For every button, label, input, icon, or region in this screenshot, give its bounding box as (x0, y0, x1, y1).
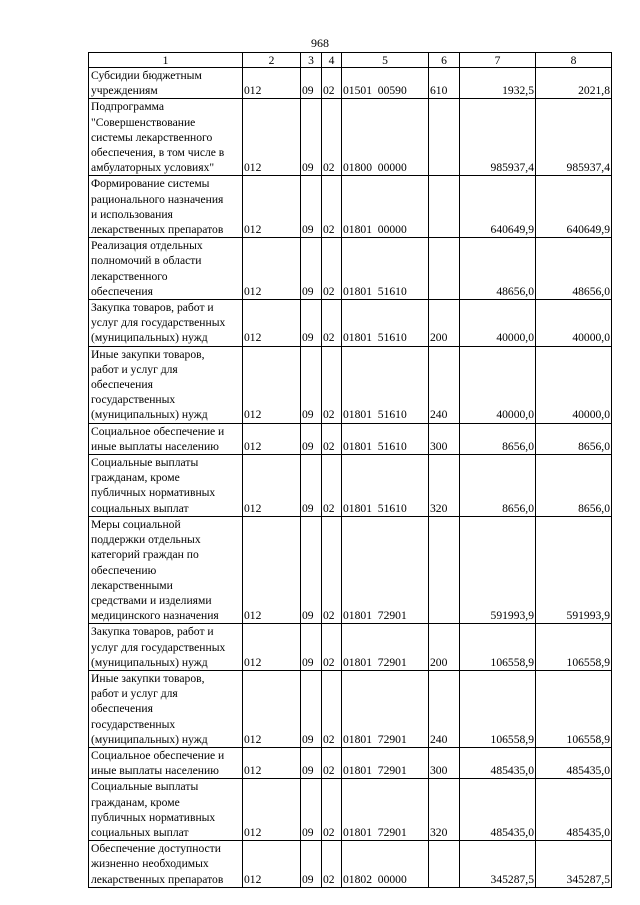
target-article-cell: 01801 51610 (342, 455, 429, 517)
target-article-cell: 01802 00000 (342, 841, 429, 888)
column-header: 3 (301, 53, 322, 68)
subsection-code-cell: 02 (322, 346, 342, 423)
column-header: 4 (322, 53, 342, 68)
amount-cell: 985937,4 (536, 99, 612, 176)
expense-type-cell: 320 (429, 455, 460, 517)
item-name-cell: Социальное обеспечение и иные выплаты населению (89, 423, 243, 454)
item-name-cell: Социальные выплаты гражданам, кроме публичных нормативных социальных выплат (89, 779, 243, 841)
amount-cell: 591993,9 (536, 516, 612, 623)
amount-cell: 1932,5 (460, 68, 536, 99)
section-code-cell: 09 (301, 238, 322, 300)
expense-type-cell (429, 176, 460, 238)
target-article-cell: 01801 51610 (342, 346, 429, 423)
ministry-code-cell: 012 (243, 423, 301, 454)
table-body (89, 53, 612, 888)
ministry-code-cell: 012 (243, 670, 301, 747)
ministry-code-cell: 012 (243, 176, 301, 238)
table-row (89, 68, 612, 99)
page-number: 968 (311, 36, 329, 50)
section-code-cell: 09 (301, 747, 322, 778)
item-name-cell: Закупка товаров, работ и услуг для государственных (муниципальных) нужд (89, 624, 243, 671)
amount-cell: 8656,0 (536, 423, 612, 454)
item-name-cell: Формирование системы рационального назначения и использования лекарственных препаратов (89, 176, 243, 238)
amount-cell: 485435,0 (536, 779, 612, 841)
section-code-cell: 09 (301, 68, 322, 99)
amount-cell: 485435,0 (460, 747, 536, 778)
column-header: 7 (460, 53, 536, 68)
ministry-code-cell: 012 (243, 68, 301, 99)
table-row (89, 455, 612, 517)
section-code-cell: 09 (301, 176, 322, 238)
target-article-cell: 01801 72901 (342, 670, 429, 747)
amount-cell: 40000,0 (536, 346, 612, 423)
section-code-cell: 09 (301, 346, 322, 423)
amount-cell: 8656,0 (460, 455, 536, 517)
section-code-cell: 09 (301, 99, 322, 176)
subsection-code-cell: 02 (322, 516, 342, 623)
target-article-cell: 01801 72901 (342, 779, 429, 841)
table-row (89, 300, 612, 347)
amount-cell: 485435,0 (460, 779, 536, 841)
table-row (89, 238, 612, 300)
item-name-cell: Обеспечение доступности жизненно необходимых лекарственных препаратов (89, 841, 243, 888)
expense-type-cell: 240 (429, 670, 460, 747)
table-row (89, 99, 612, 176)
expense-type-cell: 200 (429, 300, 460, 347)
subsection-code-cell: 02 (322, 455, 342, 517)
item-name-cell: Социальные выплаты гражданам, кроме публичных нормативных социальных выплат (89, 455, 243, 517)
section-code-cell: 09 (301, 423, 322, 454)
amount-cell: 485435,0 (536, 747, 612, 778)
amount-cell: 40000,0 (536, 300, 612, 347)
ministry-code-cell: 012 (243, 779, 301, 841)
section-code-cell: 09 (301, 670, 322, 747)
item-name-cell: Меры социальной поддержки отдельных категорий граждан по обеспечению лекарственными средствами и изделиями медицинского назначения (89, 516, 243, 623)
expense-type-cell: 300 (429, 747, 460, 778)
amount-cell: 40000,0 (460, 346, 536, 423)
ministry-code-cell: 012 (243, 346, 301, 423)
section-code-cell: 09 (301, 455, 322, 517)
target-article-cell: 01800 00000 (342, 99, 429, 176)
table-row (89, 779, 612, 841)
expense-type-cell: 200 (429, 624, 460, 671)
amount-cell: 106558,9 (460, 670, 536, 747)
amount-cell: 985937,4 (460, 99, 536, 176)
expense-type-cell (429, 99, 460, 176)
item-name-cell: Реализация отдельных полномочий в области лекарственного обеспечения (89, 238, 243, 300)
expense-type-cell: 610 (429, 68, 460, 99)
expense-type-cell (429, 238, 460, 300)
column-header: 6 (429, 53, 460, 68)
column-header: 1 (89, 53, 243, 68)
item-name-cell: Подпрограмма "Совершенствование системы лекарственного обеспечения, в том числе в амбулаторных условиях" (89, 99, 243, 176)
table-row (89, 670, 612, 747)
subsection-code-cell: 02 (322, 176, 342, 238)
subsection-code-cell: 02 (322, 423, 342, 454)
amount-cell: 345287,5 (460, 841, 536, 888)
target-article-cell: 01801 72901 (342, 747, 429, 778)
amount-cell: 2021,8 (536, 68, 612, 99)
item-name-cell: Иные закупки товаров, работ и услуг для обеспечения государственных (муниципальных) нужд (89, 346, 243, 423)
budget-table (88, 52, 612, 888)
amount-cell: 640649,9 (536, 176, 612, 238)
ministry-code-cell: 012 (243, 624, 301, 671)
section-code-cell: 09 (301, 624, 322, 671)
ministry-code-cell: 012 (243, 747, 301, 778)
column-number-row (89, 53, 612, 68)
subsection-code-cell: 02 (322, 238, 342, 300)
ministry-code-cell: 012 (243, 516, 301, 623)
amount-cell: 106558,9 (536, 670, 612, 747)
section-code-cell: 09 (301, 300, 322, 347)
amount-cell: 40000,0 (460, 300, 536, 347)
subsection-code-cell: 02 (322, 779, 342, 841)
subsection-code-cell: 02 (322, 300, 342, 347)
subsection-code-cell: 02 (322, 624, 342, 671)
section-code-cell: 09 (301, 516, 322, 623)
target-article-cell: 01501 00590 (342, 68, 429, 99)
table-row (89, 346, 612, 423)
target-article-cell: 01801 51610 (342, 238, 429, 300)
expense-type-cell: 320 (429, 779, 460, 841)
section-code-cell: 09 (301, 841, 322, 888)
target-article-cell: 01801 72901 (342, 516, 429, 623)
section-code-cell: 09 (301, 779, 322, 841)
subsection-code-cell: 02 (322, 670, 342, 747)
amount-cell: 8656,0 (460, 423, 536, 454)
expense-type-cell (429, 516, 460, 623)
target-article-cell: 01801 00000 (342, 176, 429, 238)
amount-cell: 106558,9 (460, 624, 536, 671)
subsection-code-cell: 02 (322, 68, 342, 99)
expense-type-cell: 300 (429, 423, 460, 454)
ministry-code-cell: 012 (243, 300, 301, 347)
table-row (89, 624, 612, 671)
table-row (89, 176, 612, 238)
target-article-cell: 01801 51610 (342, 300, 429, 347)
column-header: 2 (243, 53, 301, 68)
amount-cell: 48656,0 (460, 238, 536, 300)
ministry-code-cell: 012 (243, 99, 301, 176)
ministry-code-cell: 012 (243, 841, 301, 888)
item-name-cell: Иные закупки товаров, работ и услуг для обеспечения государственных (муниципальных) нужд (89, 670, 243, 747)
column-header: 5 (342, 53, 429, 68)
table-row (89, 516, 612, 623)
subsection-code-cell: 02 (322, 99, 342, 176)
table-row (89, 747, 612, 778)
target-article-cell: 01801 72901 (342, 624, 429, 671)
amount-cell: 48656,0 (536, 238, 612, 300)
expense-type-cell: 240 (429, 346, 460, 423)
column-header: 8 (536, 53, 612, 68)
amount-cell: 106558,9 (536, 624, 612, 671)
amount-cell: 640649,9 (460, 176, 536, 238)
ministry-code-cell: 012 (243, 455, 301, 517)
amount-cell: 345287,5 (536, 841, 612, 888)
table-row (89, 423, 612, 454)
ministry-code-cell: 012 (243, 238, 301, 300)
amount-cell: 591993,9 (460, 516, 536, 623)
subsection-code-cell: 02 (322, 841, 342, 888)
amount-cell: 8656,0 (536, 455, 612, 517)
target-article-cell: 01801 51610 (342, 423, 429, 454)
item-name-cell: Закупка товаров, работ и услуг для государственных (муниципальных) нужд (89, 300, 243, 347)
item-name-cell: Субсидии бюджетным учреждениям (89, 68, 243, 99)
subsection-code-cell: 02 (322, 747, 342, 778)
table-row (89, 841, 612, 888)
expense-type-cell (429, 841, 460, 888)
item-name-cell: Социальное обеспечение и иные выплаты населению (89, 747, 243, 778)
